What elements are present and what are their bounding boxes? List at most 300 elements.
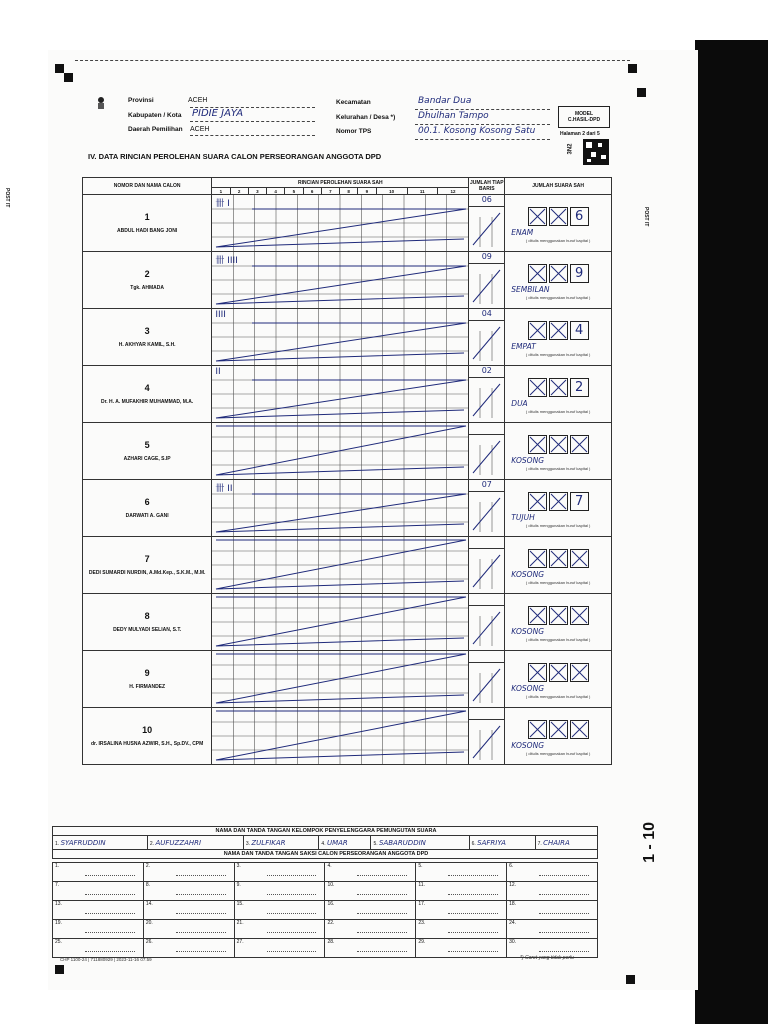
provinsi-label: Provinsi bbox=[128, 97, 154, 104]
strike-line bbox=[216, 654, 466, 703]
rincian-header: RINCIAN PEROLEHAN SUARA SAH bbox=[212, 178, 469, 188]
cross-mark bbox=[571, 721, 588, 738]
row-total-value bbox=[469, 537, 504, 549]
cross-mark bbox=[550, 322, 567, 339]
row-total-cell bbox=[469, 651, 505, 708]
votes-in-words: ENAM bbox=[511, 227, 534, 237]
total-votes-cell bbox=[505, 366, 612, 423]
witness-cell bbox=[325, 863, 416, 882]
digit-box bbox=[570, 492, 589, 511]
cross-mark bbox=[529, 664, 546, 681]
strike-line bbox=[216, 380, 466, 418]
candidate-cell bbox=[83, 537, 212, 594]
dotted-line bbox=[190, 121, 315, 122]
row-total-cell bbox=[469, 594, 505, 651]
witness-cell bbox=[416, 939, 507, 958]
strike-line bbox=[216, 266, 466, 304]
digit-box bbox=[528, 321, 547, 340]
candidate-cell bbox=[83, 366, 212, 423]
digit-box bbox=[549, 663, 568, 682]
candidate-number: 10 bbox=[142, 725, 153, 735]
total-votes-cell bbox=[505, 252, 612, 309]
dapil-value: ACEH bbox=[190, 126, 210, 133]
capital-letter-note: ( ditulis menggunakan huruf kapital ) bbox=[525, 579, 591, 585]
candidate-number: 2 bbox=[144, 269, 150, 279]
witness-number: 11. bbox=[418, 882, 425, 888]
tally-cell bbox=[212, 366, 469, 423]
dotted-line bbox=[415, 139, 550, 140]
digit-box bbox=[549, 720, 568, 739]
witness-cell bbox=[143, 863, 234, 882]
cross-mark bbox=[529, 721, 546, 738]
candidate-number: 5 bbox=[144, 440, 150, 450]
kpps-signature-cell bbox=[535, 836, 597, 850]
row-total-value bbox=[469, 594, 504, 606]
strike-line bbox=[216, 426, 466, 475]
column-number: 12 bbox=[437, 188, 469, 195]
witness-number: 5. bbox=[418, 863, 423, 869]
kpps-number: 3. bbox=[245, 840, 250, 847]
tally-grid bbox=[212, 708, 468, 764]
candidate-header: NOMOR DAN NAMA CALON bbox=[83, 178, 212, 195]
candidate-name: AZHARI CAGE, S.IP bbox=[123, 456, 171, 462]
digit-box bbox=[528, 207, 547, 226]
candidate-name: ABDUL HADI BANG JONI bbox=[117, 228, 178, 234]
witness-number: 15. bbox=[236, 901, 244, 907]
row-strike bbox=[470, 378, 504, 420]
tally-cell bbox=[212, 480, 469, 537]
cross-mark bbox=[550, 493, 567, 510]
row-total-cell bbox=[469, 423, 505, 480]
row-strike bbox=[470, 606, 504, 648]
top-dotted-border bbox=[75, 60, 630, 61]
column-number: 10 bbox=[376, 188, 407, 195]
row-total-cell bbox=[469, 366, 505, 423]
witness-number: 22. bbox=[327, 920, 335, 926]
row-strike bbox=[470, 264, 504, 306]
candidate-number: 1 bbox=[144, 212, 150, 222]
halaman-label: Halaman 2 dari 5 bbox=[560, 131, 600, 137]
cross-mark bbox=[529, 265, 546, 282]
witness-cell bbox=[234, 863, 325, 882]
digit-box bbox=[528, 435, 547, 454]
candidate-row bbox=[83, 480, 612, 537]
digit-box bbox=[528, 549, 547, 568]
witness-number: 4. bbox=[327, 863, 332, 869]
witness-cell bbox=[143, 901, 234, 920]
witness-cell bbox=[416, 882, 507, 901]
kpps-title: NAMA DAN TANDA TANGAN KELOMPOK PENYELENGGARA PEMUNGUTAN SUARA bbox=[53, 827, 598, 836]
cross-mark bbox=[550, 436, 567, 453]
kpps-name: AUFUZZAHRI bbox=[155, 838, 202, 847]
candidate-cell bbox=[83, 309, 212, 366]
section-title: IV. DATA RINCIAN PEROLEHAN SUARA CALON PERSEORANGAN ANGGOTA DPD bbox=[88, 152, 382, 161]
witness-cell bbox=[507, 901, 598, 920]
witness-number: 2. bbox=[145, 863, 150, 869]
kpps-name: CHAIRA bbox=[543, 838, 570, 847]
model-box bbox=[558, 106, 610, 128]
witness-cell bbox=[507, 863, 598, 882]
candidate-cell bbox=[83, 423, 212, 480]
total-votes-cell bbox=[505, 708, 612, 765]
cross-mark bbox=[550, 379, 567, 396]
row-total-value bbox=[469, 651, 504, 663]
witness-number: 26. bbox=[145, 939, 153, 945]
row-total-header: JUMLAH TIAP BARIS bbox=[469, 178, 505, 195]
witness-cell bbox=[325, 901, 416, 920]
tally-marks: 卌 I bbox=[215, 199, 230, 209]
cross-mark bbox=[550, 550, 567, 567]
footer-note: *) Coret yang tidak perlu bbox=[520, 955, 574, 961]
witness-row bbox=[53, 882, 598, 901]
kpps-signature-cell bbox=[469, 836, 535, 850]
digit-box bbox=[570, 606, 589, 625]
kpps-signature-cell bbox=[53, 836, 148, 850]
candidate-name: DARWATI A. GANI bbox=[125, 513, 169, 519]
witness-cell bbox=[53, 939, 144, 958]
candidate-cell bbox=[83, 480, 212, 537]
witness-number: 13. bbox=[55, 901, 62, 907]
column-number: 8 bbox=[340, 188, 358, 195]
page-range: 1 - 10 bbox=[641, 822, 658, 863]
digit-value: 6 bbox=[575, 208, 584, 224]
candidate-cell bbox=[83, 195, 212, 252]
cross-mark bbox=[550, 664, 567, 681]
votes-in-words: EMPAT bbox=[511, 341, 536, 351]
witness-cell bbox=[143, 882, 234, 901]
witness-number: 23. bbox=[418, 920, 426, 926]
witness-number: 12. bbox=[509, 882, 517, 888]
cross-mark bbox=[571, 550, 588, 567]
digit-value: 7 bbox=[575, 493, 584, 509]
witness-cell bbox=[143, 939, 234, 958]
cross-mark bbox=[529, 436, 546, 453]
witness-number: 14. bbox=[145, 901, 153, 907]
digit-box bbox=[528, 720, 547, 739]
capital-letter-note: ( ditulis menggunakan huruf kapital ) bbox=[525, 351, 591, 357]
digit-box bbox=[549, 606, 568, 625]
witness-cell bbox=[507, 882, 598, 901]
digit-box bbox=[528, 264, 547, 283]
digit-box bbox=[570, 264, 589, 283]
kpps-number: 1. bbox=[55, 840, 60, 847]
digit-box bbox=[570, 321, 589, 340]
column-number: 3 bbox=[248, 188, 266, 195]
cross-mark bbox=[571, 436, 588, 453]
kpps-name: SYAFRUDDIN bbox=[60, 838, 106, 847]
candidate-row bbox=[83, 537, 612, 594]
witness-cell bbox=[53, 901, 144, 920]
witness-row bbox=[53, 920, 598, 939]
cross-mark bbox=[529, 208, 546, 225]
row-strike bbox=[470, 321, 504, 363]
candidate-row bbox=[83, 651, 612, 708]
post-it-label: POST IT bbox=[643, 207, 649, 227]
witness-number: 8. bbox=[145, 882, 150, 888]
candidate-cell bbox=[83, 252, 212, 309]
candidate-name: dr. IRSALINA HUSNA AZWIR, S.H., Sp.DV., CPM bbox=[90, 741, 204, 747]
model-line2: C.HASIL-DPD bbox=[567, 117, 601, 123]
row-total-cell bbox=[469, 480, 505, 537]
row-total-value bbox=[469, 423, 504, 435]
strike-line bbox=[216, 209, 466, 247]
candidate-number: 8 bbox=[144, 611, 150, 621]
digit-box bbox=[570, 549, 589, 568]
strike-line bbox=[216, 711, 466, 760]
column-number: 9 bbox=[358, 188, 376, 195]
digit-value: 2 bbox=[575, 379, 584, 395]
corner-marker bbox=[626, 975, 635, 984]
digit-box bbox=[549, 378, 568, 397]
capital-letter-note: ( ditulis menggunakan huruf kapital ) bbox=[525, 408, 591, 414]
witness-number: 10. bbox=[327, 882, 335, 888]
kpps-signature-cell bbox=[319, 836, 371, 850]
witness-cell bbox=[53, 863, 144, 882]
candidate-number: 7 bbox=[144, 554, 150, 564]
corner-marker bbox=[55, 64, 64, 73]
row-strike bbox=[470, 492, 504, 534]
witness-number: 7. bbox=[55, 882, 60, 888]
row-total-value: 02 bbox=[469, 366, 504, 378]
cross-mark bbox=[529, 550, 546, 567]
capital-letter-note: ( ditulis menggunakan huruf kapital ) bbox=[525, 294, 591, 300]
votes-in-words: KOSONG bbox=[511, 740, 545, 750]
tally-grid bbox=[212, 252, 468, 308]
tally-cell bbox=[212, 708, 469, 765]
candidate-name: Tgk. AHMADA bbox=[130, 285, 164, 291]
strike-line bbox=[216, 494, 466, 532]
witness-number: 20. bbox=[145, 920, 153, 926]
tally-marks: IIII bbox=[215, 310, 226, 320]
tally-grid bbox=[212, 651, 468, 707]
witness-cell bbox=[234, 939, 325, 958]
witness-number: 28. bbox=[327, 939, 335, 945]
row-strike bbox=[470, 663, 504, 705]
column-number: 4 bbox=[267, 188, 285, 195]
witness-row bbox=[53, 939, 598, 958]
kpps-number: 6. bbox=[471, 840, 476, 847]
kpps-name: SABARUDDIN bbox=[379, 838, 426, 847]
tally-cell bbox=[212, 195, 469, 252]
corner-marker bbox=[628, 64, 637, 73]
row-total-cell bbox=[469, 537, 505, 594]
cross-mark bbox=[529, 607, 546, 624]
witness-number: 6. bbox=[509, 863, 514, 869]
corner-marker bbox=[55, 965, 64, 974]
digit-box bbox=[528, 606, 547, 625]
column-number: 2 bbox=[230, 188, 248, 195]
votes-in-words: SEMBILAN bbox=[511, 284, 550, 294]
candidate-row bbox=[83, 195, 612, 252]
total-votes-cell bbox=[505, 480, 612, 537]
kpps-number: 2. bbox=[149, 840, 155, 847]
votes-in-words: DUA bbox=[511, 398, 528, 408]
tally-marks: II bbox=[215, 367, 221, 377]
candidate-number: 9 bbox=[144, 668, 150, 678]
tps-label: Nomor TPS bbox=[336, 128, 372, 135]
kecamatan-value: Bandar Dua bbox=[418, 96, 472, 106]
candidate-number: 3 bbox=[144, 326, 150, 336]
witness-row bbox=[53, 863, 598, 882]
digit-box bbox=[528, 663, 547, 682]
provinsi-value: ACEH bbox=[188, 97, 208, 104]
row-total-value: 09 bbox=[469, 252, 504, 264]
witness-cell bbox=[53, 920, 144, 939]
candidate-name: Dr. H. A. MUFAKHIR MUHAMMAD, M.A. bbox=[101, 399, 194, 405]
dark-background bbox=[695, 40, 768, 1024]
kpps-number: 7. bbox=[537, 840, 542, 847]
dapil-label: Daerah Pemilihan bbox=[128, 126, 183, 133]
dotted-line bbox=[415, 124, 550, 125]
kpps-signature-cell bbox=[243, 836, 319, 850]
witness-cell bbox=[416, 920, 507, 939]
witness-number: 1. bbox=[55, 863, 60, 869]
witness-number: 24. bbox=[509, 920, 517, 926]
candidate-row bbox=[83, 309, 612, 366]
tally-cell bbox=[212, 252, 469, 309]
witness-cell bbox=[234, 920, 325, 939]
witness-number: 21. bbox=[236, 920, 244, 926]
total-votes-cell bbox=[505, 651, 612, 708]
witness-number: 3. bbox=[236, 863, 241, 869]
candidate-row bbox=[83, 252, 612, 309]
post-it-label: POST IT bbox=[4, 188, 10, 208]
capital-letter-note: ( ditulis menggunakan huruf kapital ) bbox=[525, 465, 591, 471]
witness-table bbox=[52, 862, 598, 958]
digit-box bbox=[549, 321, 568, 340]
tally-cell bbox=[212, 651, 469, 708]
candidate-number: 6 bbox=[144, 497, 150, 507]
kpps-name: ZULFIKAR bbox=[251, 838, 286, 847]
votes-in-words: TUJUH bbox=[511, 512, 535, 522]
row-total-cell bbox=[469, 309, 505, 366]
digit-box bbox=[570, 207, 589, 226]
dotted-line bbox=[190, 107, 315, 108]
tally-grid bbox=[212, 594, 468, 650]
witness-cell bbox=[53, 882, 144, 901]
cross-mark bbox=[529, 493, 546, 510]
capital-letter-note: ( ditulis menggunakan huruf kapital ) bbox=[525, 693, 591, 699]
tally-marks: 卌 IIII bbox=[215, 256, 238, 266]
cross-mark bbox=[550, 265, 567, 282]
kpps-number: 5. bbox=[373, 840, 378, 847]
witness-cell bbox=[234, 882, 325, 901]
candidate-name: H. FIRMANDEZ bbox=[129, 684, 166, 690]
total-votes-cell bbox=[505, 537, 612, 594]
candidate-number: 4 bbox=[144, 383, 150, 393]
total-votes-cell bbox=[505, 423, 612, 480]
model-line1: MODEL bbox=[574, 111, 594, 117]
votes-in-words: KOSONG bbox=[511, 626, 545, 636]
tally-grid bbox=[212, 480, 468, 536]
witness-cell bbox=[234, 901, 325, 920]
capital-letter-note: ( ditulis menggunakan huruf kapital ) bbox=[525, 522, 591, 528]
kpps-number: 4. bbox=[321, 840, 326, 847]
candidate-name: H. AKHYAR KAMIL, S.H. bbox=[118, 342, 176, 348]
tally-grid bbox=[212, 309, 468, 365]
witness-number: 29. bbox=[418, 939, 426, 945]
capital-letter-note: ( ditulis menggunakan huruf kapital ) bbox=[525, 750, 591, 756]
tally-grid bbox=[212, 366, 468, 422]
signature-table bbox=[52, 826, 598, 859]
footer-code: CHP 1100-24 | 711880929 | 2023-11-16 07:59 bbox=[60, 957, 152, 962]
candidate-row bbox=[83, 366, 612, 423]
cross-mark bbox=[529, 322, 546, 339]
digit-box bbox=[570, 435, 589, 454]
cross-mark bbox=[550, 607, 567, 624]
kpps-signature-cell bbox=[147, 836, 243, 850]
cross-mark bbox=[571, 664, 588, 681]
kabupaten-value: PIDIE JAYA bbox=[192, 108, 244, 119]
row-total-value bbox=[469, 708, 504, 720]
candidate-cell bbox=[83, 594, 212, 651]
witness-cell bbox=[325, 920, 416, 939]
digit-box bbox=[570, 378, 589, 397]
witness-cell bbox=[416, 901, 507, 920]
tally-cell bbox=[212, 537, 469, 594]
digit-value: 4 bbox=[575, 322, 584, 338]
kabupaten-label: Kabupaten / Kota bbox=[128, 112, 182, 119]
witness-number: 17. bbox=[418, 901, 426, 907]
digit-box bbox=[549, 549, 568, 568]
digit-box bbox=[549, 264, 568, 283]
row-total-value: 07 bbox=[469, 480, 504, 492]
witness-number: 30. bbox=[509, 939, 517, 945]
digit-box bbox=[570, 720, 589, 739]
candidate-name: DEDI SUMARDI NURDIN, A.Md.Kep., S.K.M., M.M. bbox=[88, 570, 206, 576]
cross-mark bbox=[550, 721, 567, 738]
total-votes-cell bbox=[505, 594, 612, 651]
candidate-row bbox=[83, 708, 612, 765]
tally-grid bbox=[212, 195, 468, 251]
row-total-cell bbox=[469, 708, 505, 765]
tally-cell bbox=[212, 594, 469, 651]
column-number: 1 bbox=[212, 188, 230, 195]
cross-mark bbox=[529, 379, 546, 396]
digit-value: 9 bbox=[575, 265, 584, 281]
form-code: 3N2 bbox=[567, 143, 574, 155]
capital-letter-note: ( ditulis menggunakan huruf kapital ) bbox=[525, 636, 591, 642]
tps-value: 00.1. Kosong Kosong Satu bbox=[418, 126, 536, 136]
witness-cell bbox=[416, 863, 507, 882]
strike-line bbox=[216, 323, 466, 361]
kecamatan-label: Kecamatan bbox=[336, 99, 371, 106]
witness-number: 9. bbox=[236, 882, 241, 888]
row-strike bbox=[470, 549, 504, 591]
witness-number: 19. bbox=[55, 920, 62, 926]
kelurahan-value: Dhulhan Tampo bbox=[418, 111, 489, 121]
row-strike bbox=[470, 720, 504, 762]
corner-marker bbox=[64, 73, 73, 82]
witness-row bbox=[53, 901, 598, 920]
cross-mark bbox=[571, 607, 588, 624]
tally-cell bbox=[212, 309, 469, 366]
capital-letter-note: ( ditulis menggunakan huruf kapital ) bbox=[525, 237, 591, 243]
strike-line bbox=[216, 540, 466, 589]
qr-code bbox=[583, 139, 609, 165]
digit-box bbox=[528, 492, 547, 511]
votes-in-words: KOSONG bbox=[511, 683, 545, 693]
row-strike bbox=[470, 435, 504, 477]
witness-cell bbox=[325, 939, 416, 958]
kpps-name: SAFRIYA bbox=[477, 838, 506, 847]
digit-box bbox=[549, 492, 568, 511]
tally-marks: 卌 II bbox=[215, 484, 233, 494]
digit-box bbox=[528, 378, 547, 397]
candidate-cell bbox=[83, 708, 212, 765]
witness-number: 18. bbox=[509, 901, 517, 907]
row-total-cell bbox=[469, 252, 505, 309]
